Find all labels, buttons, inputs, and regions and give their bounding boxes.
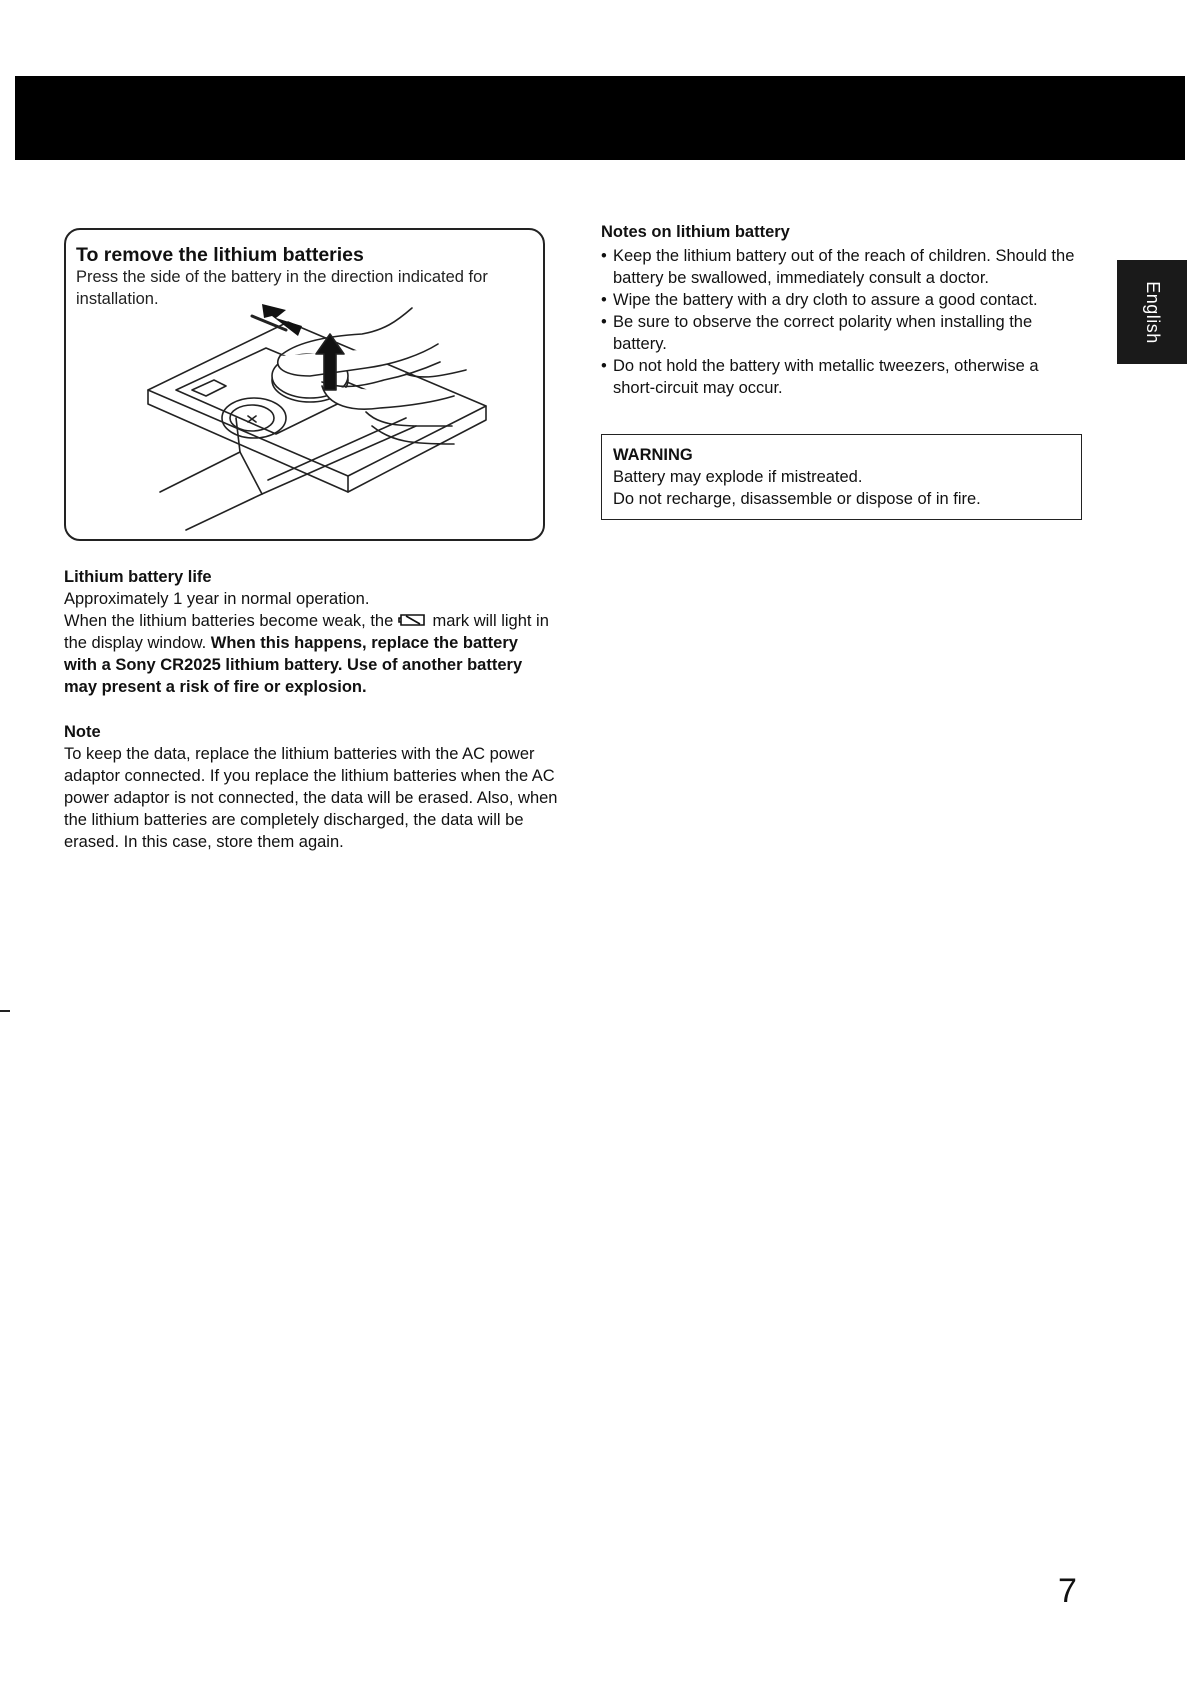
list-item: • Keep the lithium battery out of the reach of children. Should the battery be swallowed, immediately consult a doctor.	[601, 245, 1081, 289]
page-number: 7	[1058, 1572, 1077, 1610]
battery-low-mark-icon	[398, 613, 428, 627]
lithium-notes-heading: Notes on lithium battery	[601, 223, 790, 241]
remove-batteries-box	[64, 228, 545, 541]
note-text: To keep the data, replace the lithium batteries with the AC power adaptor connected. If you replace the lithium batteries when the AC power adaptor is not connected, the data will be erased. Also, when the lithium batteries are completely discharged, the data will be erased. In this case, store them again.	[64, 745, 558, 851]
list-item: • Be sure to observe the correct polarity when installing the battery.	[601, 311, 1081, 355]
header-band	[15, 76, 1185, 160]
remove-batteries-text: Press the side of the battery in the direction indicated for installation.	[76, 268, 488, 308]
battery-removal-illustration	[66, 230, 547, 543]
battery-life-heading: Lithium battery life	[64, 568, 212, 586]
warning-box	[601, 434, 1082, 520]
note-heading: Note	[64, 723, 101, 741]
battery-replacement-warning: When this happens, replace the battery with a Sony CR2025 lithium battery. Use of another battery may present a risk of fire or explosion.	[64, 634, 523, 696]
warning-line-2: Do not recharge, disassemble or dispose of in fire.	[613, 490, 981, 508]
lithium-notes-list	[601, 245, 1081, 399]
warning-line-1: Battery may explode if mistreated.	[613, 468, 863, 486]
battery-life-text	[64, 588, 554, 698]
battery-life-line2-pre: When the lithium batteries become weak, the	[64, 612, 394, 630]
battery-life-line2-post: mark will light in the display window.	[64, 612, 549, 652]
battery-life-line1: Approximately 1 year in normal operation.	[64, 590, 370, 608]
language-tab	[1117, 260, 1187, 364]
language-tab-label: English	[1142, 280, 1163, 344]
list-item: • Wipe the battery with a dry cloth to assure a good contact.	[601, 289, 1081, 311]
list-item: • Do not hold the battery with metallic tweezers, otherwise a short-circuit may occur.	[601, 355, 1081, 399]
remove-batteries-title: To remove the lithium batteries	[76, 244, 364, 266]
warning-title: WARNING	[613, 446, 693, 464]
margin-mark	[0, 1010, 10, 1012]
